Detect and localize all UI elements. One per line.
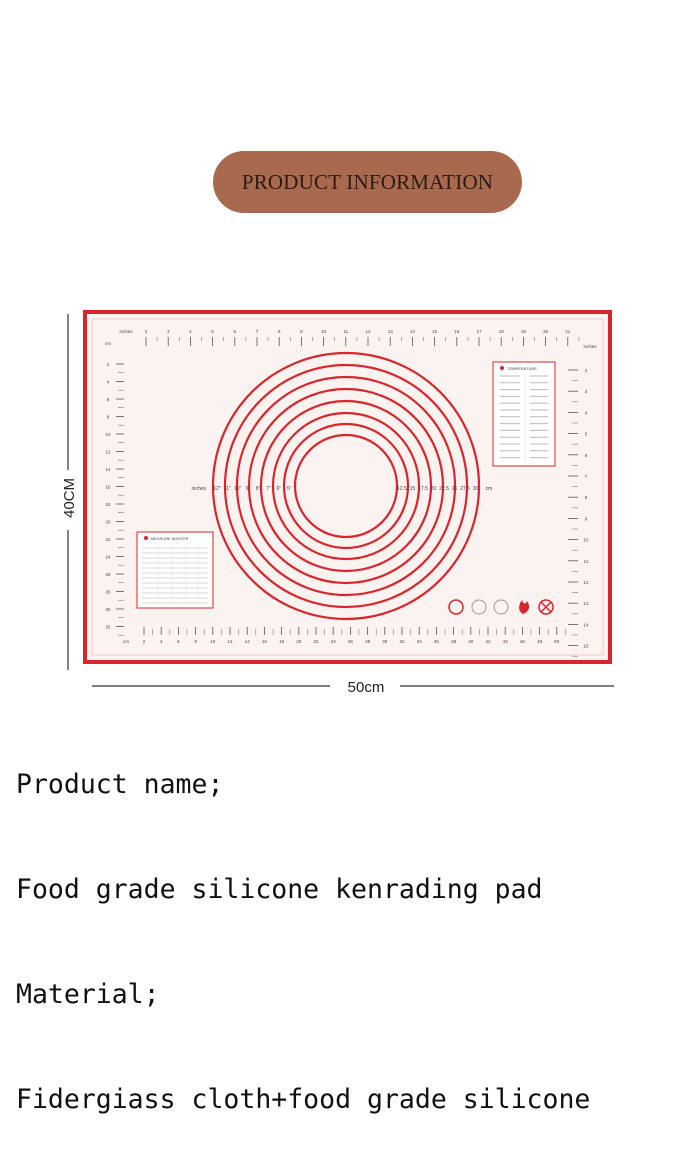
right-ruler-label: 11 [583, 558, 589, 564]
top-ruler-label: 15 [432, 329, 438, 334]
circle-cm-unit: cm [485, 486, 493, 492]
top-ruler-label: 21 [565, 329, 571, 334]
right-ruler-label: 15 [583, 643, 589, 649]
banner-title: PRODUCT INFORMATION [241, 169, 494, 194]
circle-inch-unit: inches [191, 486, 206, 492]
left-ruler-label: 4 [106, 379, 110, 385]
circle-cm-label: 22.5 [439, 486, 449, 492]
height-dimension [61, 314, 78, 670]
top-ruler-label: 12 [365, 329, 371, 334]
circle-cm-label: 27.5 [460, 486, 470, 492]
right-ruler-label: 2 [584, 368, 588, 373]
right-ruler-label: 3 [584, 389, 588, 395]
circle-inch-label: 10" [233, 486, 242, 492]
left-ruler-label: 22 [105, 537, 111, 542]
material-value: Fidergiass cloth+food grade silicone [16, 1084, 591, 1115]
top-ruler-label: 8 [277, 329, 281, 334]
circle-inch-label: 5" [286, 486, 292, 492]
left-ruler-label: 12 [105, 449, 111, 455]
bottom-ruler-label: 48 [537, 639, 543, 644]
circle-cm-label: 25 [451, 486, 458, 492]
left-ruler-label: 20 [105, 519, 111, 525]
right-ruler-label: 7 [584, 474, 588, 479]
measure-title: MEASURE MASTER [151, 536, 189, 541]
circle-cm-label: 30 [472, 486, 479, 492]
top-ruler-label: 2 [144, 329, 148, 334]
bottom-ruler-label: 46 [519, 639, 525, 644]
bottom-ruler-label: 22 [313, 639, 319, 644]
top-ruler-label: 16 [454, 329, 460, 334]
top-ruler-label: 5 [211, 329, 214, 334]
right-ruler-label: 9 [584, 516, 588, 522]
circle-inch-label: 8" [255, 486, 261, 492]
bottom-ruler-label: 28 [365, 639, 371, 644]
circle-cm-label: 17.5 [418, 486, 428, 492]
top-ruler-label: 13 [387, 329, 393, 334]
height-label: 40CM [61, 477, 78, 519]
circle-inch-label: 9" [245, 486, 251, 492]
left-ruler-label: 18 [105, 502, 111, 507]
left-ruler-label: 32 [105, 624, 111, 630]
right-ruler-label: 8 [584, 495, 588, 501]
bottom-ruler-label: 38 [451, 639, 457, 644]
top-ruler-unit: inches [119, 329, 133, 334]
product-name-value: Food grade silicone kenrading pad [16, 874, 543, 905]
circle-inch-label: 7" [266, 486, 271, 492]
bottom-ruler-label: 44 [502, 639, 508, 644]
right-ruler-label: 10 [583, 537, 589, 543]
top-ruler-label: 9 [300, 329, 303, 334]
bottom-ruler-label: 6 [177, 639, 180, 644]
top-ruler-label: 19 [520, 329, 526, 334]
bottom-ruler-label: 36 [433, 639, 439, 644]
bottom-ruler-label: 42 [485, 639, 491, 644]
bottom-ruler-label: 24 [330, 639, 336, 644]
bottom-ruler-label: 34 [416, 639, 422, 644]
circle-inch-label: 11" [223, 486, 231, 492]
left-ruler-label: 30 [105, 607, 111, 612]
top-ruler-label: 4 [189, 329, 192, 334]
right-ruler-label: 5 [584, 431, 588, 437]
left-ruler-label: 28 [105, 589, 111, 595]
measure-table [137, 532, 213, 608]
bottom-ruler-label: 26 [347, 639, 353, 644]
bottom-ruler-label: 50 [554, 639, 560, 644]
right-ruler-label: 12 [583, 580, 589, 585]
left-ruler-label: 16 [105, 484, 111, 490]
circle-cm-label: 12.5 [397, 486, 407, 492]
right-ruler-label: 14 [583, 622, 589, 628]
left-ruler-label: 14 [105, 467, 111, 472]
product-description [16, 697, 590, 1152]
circle-cm-label: 15 [409, 486, 416, 492]
top-ruler-label: 11 [343, 329, 349, 334]
right-ruler-label: 13 [583, 601, 589, 607]
left-ruler-label: 8 [106, 414, 110, 420]
bottom-ruler-label: 32 [399, 639, 405, 644]
width-label: 50cm [347, 679, 385, 696]
bottom-ruler-label: 2 [142, 639, 146, 644]
left-ruler-unit: cm [105, 341, 111, 346]
bottom-ruler-label: 20 [296, 639, 302, 644]
bottom-ruler-label: 10 [210, 639, 216, 644]
left-ruler-label: 10 [105, 432, 111, 437]
bottom-ruler-label: 14 [244, 639, 250, 644]
right-ruler-label: 4 [584, 410, 588, 416]
bottom-ruler-label: 4 [159, 639, 163, 644]
bottom-ruler-label: 8 [194, 639, 197, 644]
circle-inch-label: 6" [276, 486, 282, 492]
circle-inch-label: 12" [213, 486, 221, 492]
material-heading: Material; [16, 979, 160, 1010]
top-ruler-label: 7 [255, 329, 259, 334]
top-ruler-label: 3 [166, 329, 170, 334]
left-ruler-label: 26 [105, 572, 111, 577]
bottom-ruler-label: 18 [279, 639, 285, 644]
top-ruler-label: 20 [543, 329, 549, 334]
bottom-ruler-unit: cm [123, 639, 129, 644]
right-ruler-unit: inches [583, 344, 597, 349]
product-name-heading: Product name; [16, 769, 224, 800]
width-dimension [92, 679, 614, 696]
bottom-ruler-label: 12 [227, 639, 233, 644]
bottom-ruler-label: 30 [382, 639, 388, 644]
top-ruler-label: 17 [476, 329, 482, 334]
top-ruler-label: 14 [409, 329, 415, 334]
bottom-ruler-label: 16 [261, 639, 267, 644]
temperature-title: TEMPERATURE [507, 366, 537, 371]
top-ruler-label: 6 [233, 329, 237, 334]
left-ruler-label: 2 [106, 362, 110, 367]
right-ruler-label: 6 [584, 452, 588, 458]
bottom-ruler-label: 40 [468, 639, 474, 644]
top-ruler-label: 10 [321, 329, 327, 334]
circle-cm-label: 20 [430, 486, 437, 492]
left-ruler-label: 24 [105, 554, 111, 560]
top-ruler-label: 18 [498, 329, 504, 334]
temperature-table [493, 362, 555, 466]
left-ruler-label: 6 [106, 397, 110, 402]
